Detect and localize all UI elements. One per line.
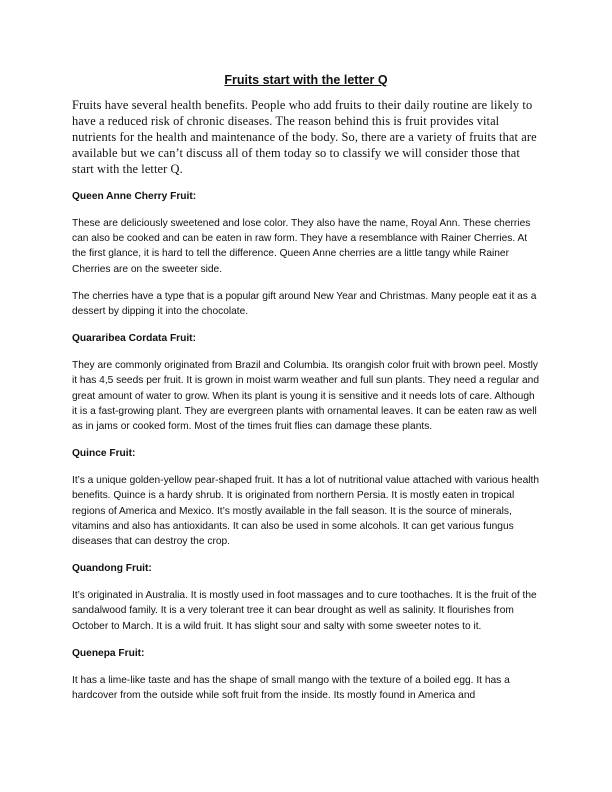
- section-paragraph: They are commonly originated from Brazil and Columbia. Its orangish color fruit with brown peel. Mostly it has 4,5 seeds per fruit. It is grown in moist warm weather and full sun plants. They need a regular and great amount of water to grow. When its plant is young it is sensitive and it needs lots of care. Although it is a fast-growing plant. They are evergreen plants with ornamental leaves. It can be eaten raw as well as in jams or cooked form. Most of the times fruit flies can damage these plants.: [72, 360, 539, 433]
- section-heading: Quenepa Fruit:: [72, 647, 145, 659]
- section-quince: [72, 446, 542, 549]
- section-paragraph: The cherries have a type that is a popular gift around New Year and Christmas. Many people eat it as a dessert by dipping it into the chocolate.: [72, 290, 537, 318]
- document-title: Fruits start with the letter Q: [224, 73, 388, 87]
- section-paragraph: It’s a unique golden-yellow pear-shaped fruit. It has a lot of nutritional value attached with various health benefits. Quince is a hardy shrub. It is originated from northern Persia. It is mostly eaten in tropical regions of America and Mexico. It’s mostly available in the fall season. It is the source of minerals, vitamins and also has antioxidants. It can also be used in some alcohols. It can get various fungus diseases that can destroy the crop.: [72, 475, 540, 548]
- section-heading: Queen Anne Cherry Fruit:: [72, 191, 197, 202]
- section-quenepa: [72, 646, 542, 703]
- section-heading: Quararibea Cordata Fruit:: [72, 333, 196, 345]
- section-paragraph: It has a lime-like taste and has the shape of small mango with the texture of a boiled egg. It has a hardcover from the outside while soft fruit from the inside. Its mostly found in America and: [72, 674, 510, 702]
- section-quandong: [72, 561, 542, 634]
- section-heading: Quince Fruit:: [72, 448, 136, 460]
- section-paragraph: It’s originated in Australia. It is mostly used in foot massages and to cure toothaches. It is the fruit of the sandalwood family. It is a very tolerant tree it can bear drought as well as salinity. It flourishes from October to March. It is a wild fruit. It has slight sour and salty with some sweeter notes to it.: [72, 590, 537, 632]
- intro-paragraph: Fruits have several health benefits. People who add fruits to their daily routine are likely to have a reduced risk of chronic diseases. The reason behind this is fruit provides vital nutrients for the health and maintenance of the body. So, there are a variety of fruits that are available but we can’t discuss all of them today so to classify we will consider those that start with the letter Q.: [72, 98, 537, 177]
- section-queen-anne-cherry: [72, 189, 542, 319]
- document-body: [72, 189, 542, 715]
- section-heading: Quandong Fruit:: [72, 563, 152, 575]
- section-quararibea-cordata: [72, 331, 542, 434]
- section-paragraph: These are deliciously sweetened and lose color. They also have the name, Royal Ann. These cherries can also be cooked and can be eaten in raw form. They have a resemblance with Rainer Cherries. At the first glance, it is hard to tell the difference. Queen Anne cherries are a little tangy while Rainer Cherries are on the sweeter side.: [72, 218, 531, 275]
